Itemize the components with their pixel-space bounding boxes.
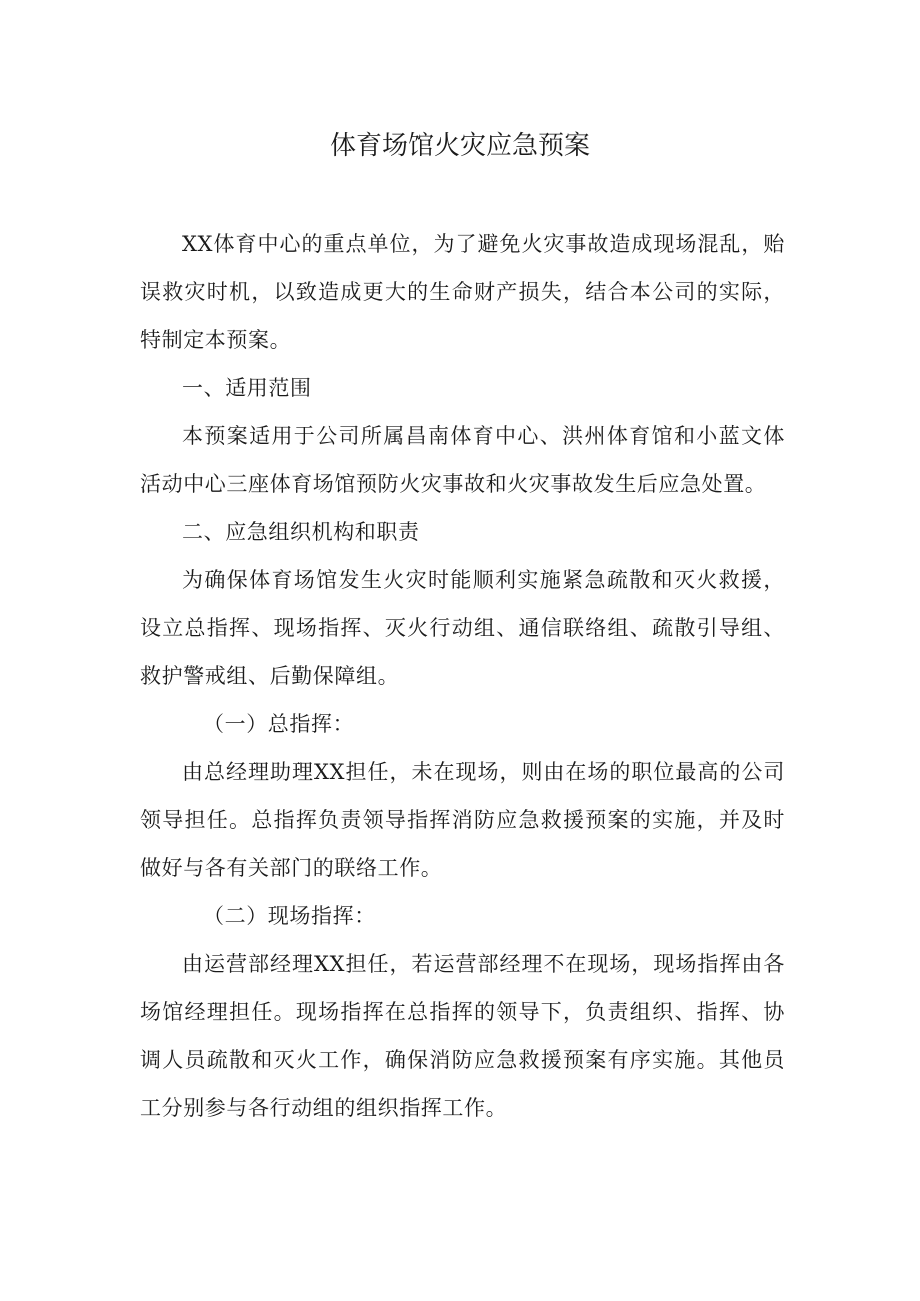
site-commander-paragraph: 由运营部经理XX担任，若运营部经理不在现场，现场指挥由各场馆经理担任。现场指挥在总指挥的领导下，负责组织、指挥、协调人员疏散和灭火工作，确保消防应急救援预案有序实施。其他员工分别参与各行动组的组织指挥工作。 bbox=[140, 952, 785, 1120]
commander-paragraph: 由总经理助理XX担任，未在现场，则由在场的职位最高的公司领导担任。总指挥负责领导指挥消防应急救援预案的实施，并及时做好与各有关部门的联络工作。 bbox=[140, 760, 785, 880]
intro-paragraph: XX体育中心的重点单位，为了避免火灾事故造成现场混乱，贻误救灾时机，以致造成更大的生命财产损失，结合本公司的实际，特制定本预案。 bbox=[140, 232, 785, 352]
section-heading-scope: 一、适用范围 bbox=[182, 376, 312, 400]
document-body bbox=[140, 220, 785, 1132]
organization-paragraph: 为确保体育场馆发生火灾时能顺利实施紧急疏散和灭火救援，设立总指挥、现场指挥、灭火行动组、通信联络组、疏散引导组、救护警戒组、后勤保障组。 bbox=[140, 568, 785, 688]
document-title: 体育场馆火灾应急预案 bbox=[329, 131, 590, 161]
scope-paragraph: 本预案适用于公司所属昌南体育中心、洪州体育馆和小蓝文体活动中心三座体育场馆预防火灾事故和火灾事故发生后应急处置。 bbox=[140, 424, 785, 496]
subsection-heading-commander: （一）总指挥： bbox=[203, 712, 355, 736]
section-heading-organization: 二、应急组织机构和职责 bbox=[182, 520, 420, 544]
subsection-heading-site-commander: （二）现场指挥： bbox=[203, 904, 376, 928]
